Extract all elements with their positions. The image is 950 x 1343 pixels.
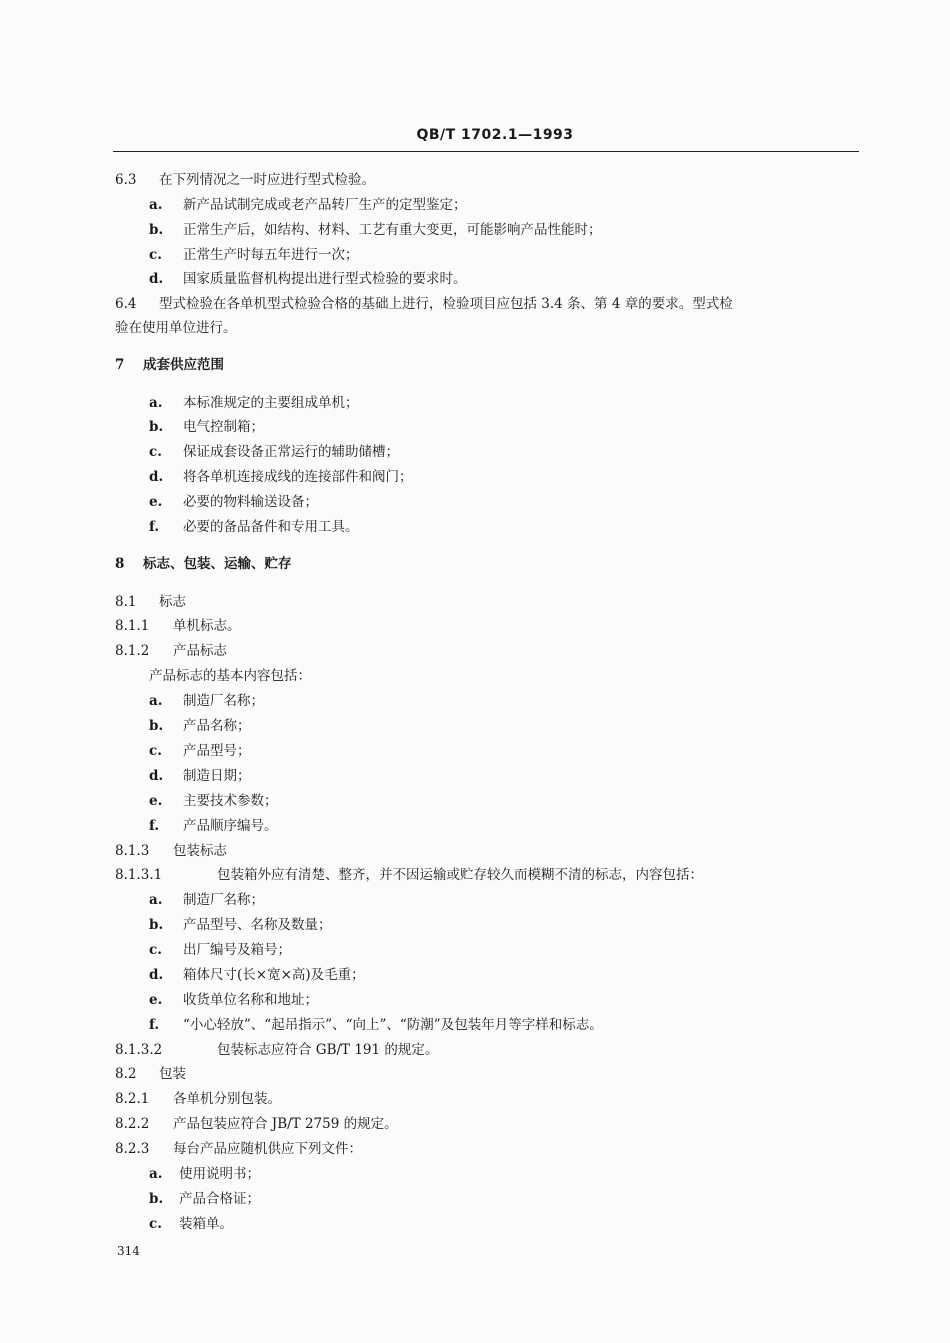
list-item: a. 新产品试制完成或老产品转厂生产的定型鉴定； (149, 197, 467, 213)
list-item: a. 本标准规定的主要组成单机； (149, 395, 359, 411)
clause-8-1: 8.1 标志 (115, 594, 186, 610)
list-item: a. 制造厂名称； (149, 892, 264, 908)
list-item: f. “小心轻放”、“起吊指示”、“向上”、“防潮”及包装年月等字样和标志。 (149, 1017, 603, 1033)
list-item: b. 产品型号、名称及数量； (149, 917, 332, 933)
list-item: d. 箱体尺寸(长×宽×高)及毛重； (149, 967, 365, 983)
list-item: a. 制造厂名称； (149, 693, 264, 709)
list-item: d. 制造日期； (149, 768, 251, 784)
clause-8-1-2: 8.1.2 产品标志 (115, 643, 227, 659)
list-item: c. 出厂编号及箱号； (149, 942, 291, 958)
list-item: b. 正常生产后，如结构、材料、工艺有重大变更，可能影响产品性能时； (149, 222, 602, 238)
clause-8-2-1: 8.2.1 各单机分别包装。 (115, 1091, 281, 1107)
list-item: e. 必要的物料输送设备； (149, 494, 318, 510)
list-item: b. 产品名称； (149, 718, 251, 734)
clause-8-1-3: 8.1.3 包装标志 (115, 843, 227, 859)
clause-8-2-2: 8.2.2 产品包装应符合 JB/T 2759 的规定。 (115, 1116, 398, 1132)
list-item: a. 使用说明书； (149, 1166, 260, 1182)
list-item: b. 电气控制箱； (149, 419, 264, 435)
section-7-heading: 7 成套供应范围 (115, 357, 224, 373)
list-item: f. 产品顺序编号。 (149, 818, 278, 834)
list-item: f. 必要的备品备件和专用工具。 (149, 519, 359, 535)
clause-text: 型式检验在各单机型式检验合格的基础上进行，检验项目应包括 3.4 条、第 4 章的要求。型式检 (159, 296, 733, 312)
list-item: c. 装箱单。 (149, 1216, 233, 1232)
page-number: 314 (117, 1244, 140, 1258)
clause-8-1-2-intro: 产品标志的基本内容包括： (149, 668, 311, 684)
list-item: c. 正常生产时每五年进行一次； (149, 247, 359, 263)
clause-number: 6.3 (115, 172, 137, 188)
list-item: d. 国家质量监督机构提出进行型式检验的要求时。 (149, 271, 467, 287)
clause-8-1-1: 8.1.1 单机标志。 (115, 618, 241, 634)
clause-8-2: 8.2 包装 (115, 1066, 186, 1082)
standard-code-header: QB/T 1702.1—1993 (416, 127, 574, 143)
list-item: e. 收货单位名称和地址； (149, 992, 318, 1008)
list-item: b. 产品合格证； (149, 1191, 260, 1207)
clause-8-1-3-1: 8.1.3.1 包装箱外应有清楚、整齐，并不因运输或贮存较久而模糊不清的标志，内容包括： (115, 867, 703, 883)
clause-number: 6.4 (115, 296, 137, 312)
list-item: e. 主要技术参数； (149, 793, 278, 809)
list-item: c. 产品型号； (149, 743, 251, 759)
section-8-heading: 8 标志、包装、运输、贮存 (115, 556, 292, 572)
clause-6-4-continued: 验在使用单位进行。 (115, 320, 237, 336)
clause-8-1-3-2: 8.1.3.2 包装标志应符合 GB/T 191 的规定。 (115, 1042, 439, 1058)
header-rule (113, 151, 859, 152)
clause-6-4 (115, 295, 733, 313)
clause-6-3 (115, 171, 375, 189)
list-item: d. 将各单机连接成线的连接部件和阀门； (149, 469, 413, 485)
clause-8-2-3: 8.2.3 每台产品应随机供应下列文件： (115, 1141, 362, 1157)
clause-text: 在下列情况之一时应进行型式检验。 (159, 172, 375, 188)
list-item: c. 保证成套设备正常运行的辅助储槽； (149, 444, 399, 460)
